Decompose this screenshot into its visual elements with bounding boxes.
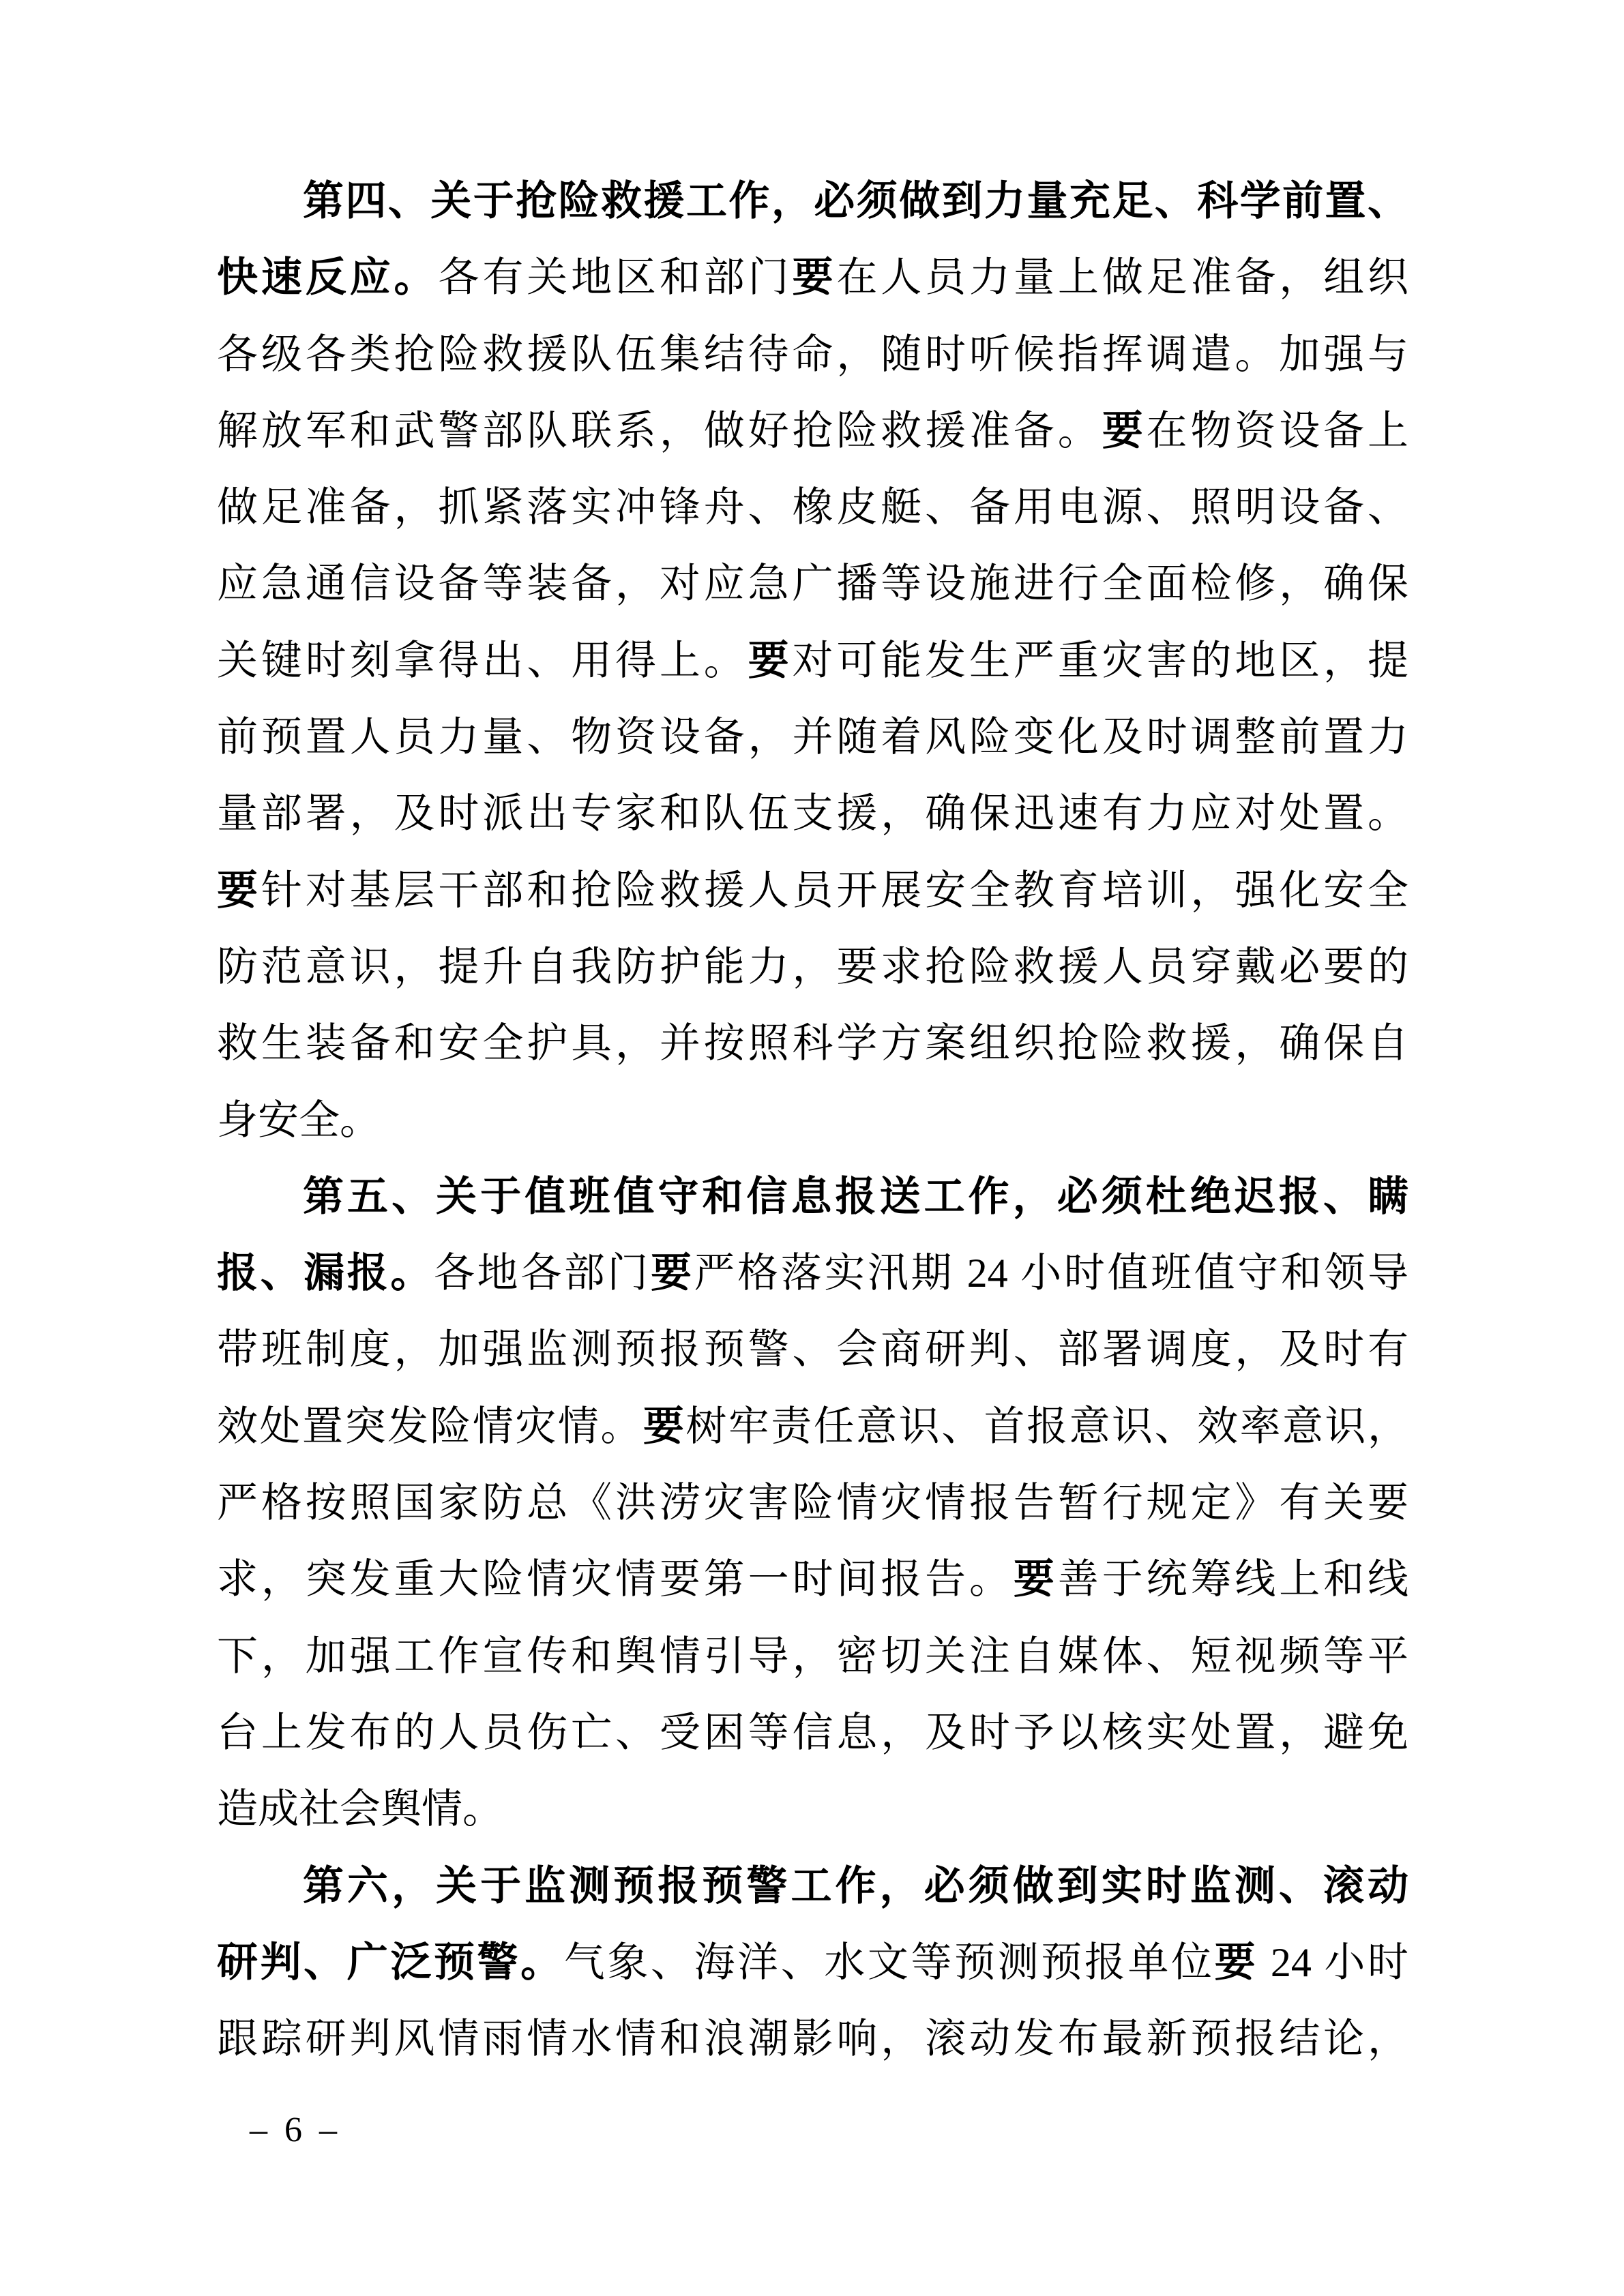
text-run: 气象、海洋、水文等预测预报单位 (563, 1939, 1215, 1985)
bold-text-run: 报、漏报。 (217, 1250, 434, 1296)
text-run: 针对基层干部和抢险救援人员开展安全教育培训，强化安全 (261, 867, 1408, 913)
text-run: 下，加强工作宣传和舆情引导，密切关注自媒体、短视频等平 (217, 1633, 1408, 1679)
text-run: 各地各部门 (433, 1251, 651, 1296)
text-run: 身安全。 (217, 1097, 381, 1143)
text-run: 在人员力量上做足准备，组织 (836, 255, 1408, 301)
text-run: 救生装备和安全护具，并按照科学方案组织抢险救援，确保自 (217, 1021, 1408, 1067)
text-run: 各级各类抢险救援队伍集结待命，随时听候指挥调遣。加强与 (217, 331, 1408, 377)
text-run: 树牢责任意识、首报意识、效率意识， (685, 1403, 1408, 1449)
text-line (217, 1618, 1408, 1695)
text-line (217, 1924, 1408, 2001)
bold-text-run: 要 (1013, 1556, 1058, 1602)
paragraph-item-6 (217, 1848, 1408, 2078)
text-run: 解放军和武警部队联系，做好抢险救援准备。 (217, 408, 1102, 453)
bold-text-run: 第六，关于监测预报预警工作，必须做到实时监测、滚动 (303, 1862, 1408, 1909)
bold-text-run: 要 (1102, 407, 1147, 453)
paragraph-item-4 (217, 163, 1408, 1159)
text-run: 对可能发生严重灾害的地区，提 (792, 638, 1408, 683)
text-line (217, 163, 1408, 239)
text-run: 造成社会舆情。 (217, 1787, 503, 1832)
text-line (217, 546, 1408, 622)
bold-text-run: 要 (643, 1403, 686, 1449)
text-line (217, 1771, 1408, 1847)
text-line (217, 393, 1408, 469)
text-line (217, 1848, 1408, 1924)
text-line (217, 852, 1408, 929)
text-line (217, 2001, 1408, 2077)
text-run: 带班制度，加强监测预报预警、会商研判、部署调度，及时有 (217, 1327, 1408, 1373)
text-line (217, 1082, 1408, 1159)
page-number: – 6 – (250, 2111, 341, 2149)
text-run: 做足准备，抓紧落实冲锋舟、橡皮艇、备用电源、照明设备、 (217, 485, 1408, 531)
text-run: 效处置突发险情灾情。 (217, 1403, 643, 1449)
text-run: 关键时刻拿得出、用得上。 (217, 638, 748, 683)
bold-text-run: 快速反应。 (217, 254, 439, 301)
bold-text-run: 要 (748, 637, 793, 683)
bold-text-run: 第五、关于值班值守和信息报送工作，必须杜绝迟报、瞒 (303, 1173, 1408, 1219)
text-run: 求，突发重大险情灾情要第一时间报告。 (217, 1557, 1014, 1602)
bold-text-run: 要 (650, 1250, 694, 1296)
text-line (217, 1235, 1408, 1311)
text-line (217, 1159, 1408, 1235)
text-line (217, 316, 1408, 393)
bold-text-run: 要 (217, 867, 261, 913)
text-line (217, 1465, 1408, 1541)
document-content (217, 163, 1408, 2077)
text-run: 各有关地区和部门 (438, 255, 793, 301)
text-run: 前预置人员力量、物资设备，并随着风险变化及时调整前置力 (217, 715, 1408, 760)
text-run: 防范意识，提升自我防护能力，要求抢险救援人员穿戴必要的 (217, 944, 1408, 989)
text-line (217, 239, 1408, 316)
text-run: 24 小时 (1258, 1939, 1408, 1985)
text-run: 台上发布的人员伤亡、受困等信息，及时予以核实处置，避免 (217, 1710, 1408, 1755)
text-run: 严格落实汛期 24 小时值班值守和领导 (694, 1251, 1408, 1296)
text-line (217, 1311, 1408, 1388)
text-line (217, 469, 1408, 546)
text-line (217, 1541, 1408, 1617)
text-line (217, 929, 1408, 1005)
text-line (217, 699, 1408, 775)
text-line (217, 1695, 1408, 1771)
text-line (217, 1005, 1408, 1082)
bold-text-run: 要 (1214, 1939, 1258, 1985)
text-run: 严格按照国家防总《洪涝灾害险情灾情报告暂行规定》有关要 (217, 1480, 1408, 1526)
text-run: 应急通信设备等装备，对应急广播等设施进行全面检修，确保 (217, 561, 1408, 607)
text-line (217, 623, 1408, 699)
text-line (217, 775, 1408, 852)
bold-text-run: 要 (792, 254, 837, 301)
text-line (217, 1388, 1408, 1465)
text-run: 量部署，及时派出专家和队伍支援，确保迅速有力应对处置。 (217, 791, 1408, 837)
bold-text-run: 第四、关于抢险救援工作，必须做到力量充足、科学前置、 (303, 178, 1408, 224)
bold-text-run: 研判、广泛预警。 (217, 1939, 564, 1985)
text-run: 跟踪研判风情雨情水情和浪潮影响，滚动发布最新预报结论， (217, 2016, 1408, 2062)
text-run: 善于统筹线上和线 (1057, 1557, 1408, 1602)
paragraph-item-5 (217, 1159, 1408, 1848)
text-run: 在物资设备上 (1146, 408, 1408, 453)
